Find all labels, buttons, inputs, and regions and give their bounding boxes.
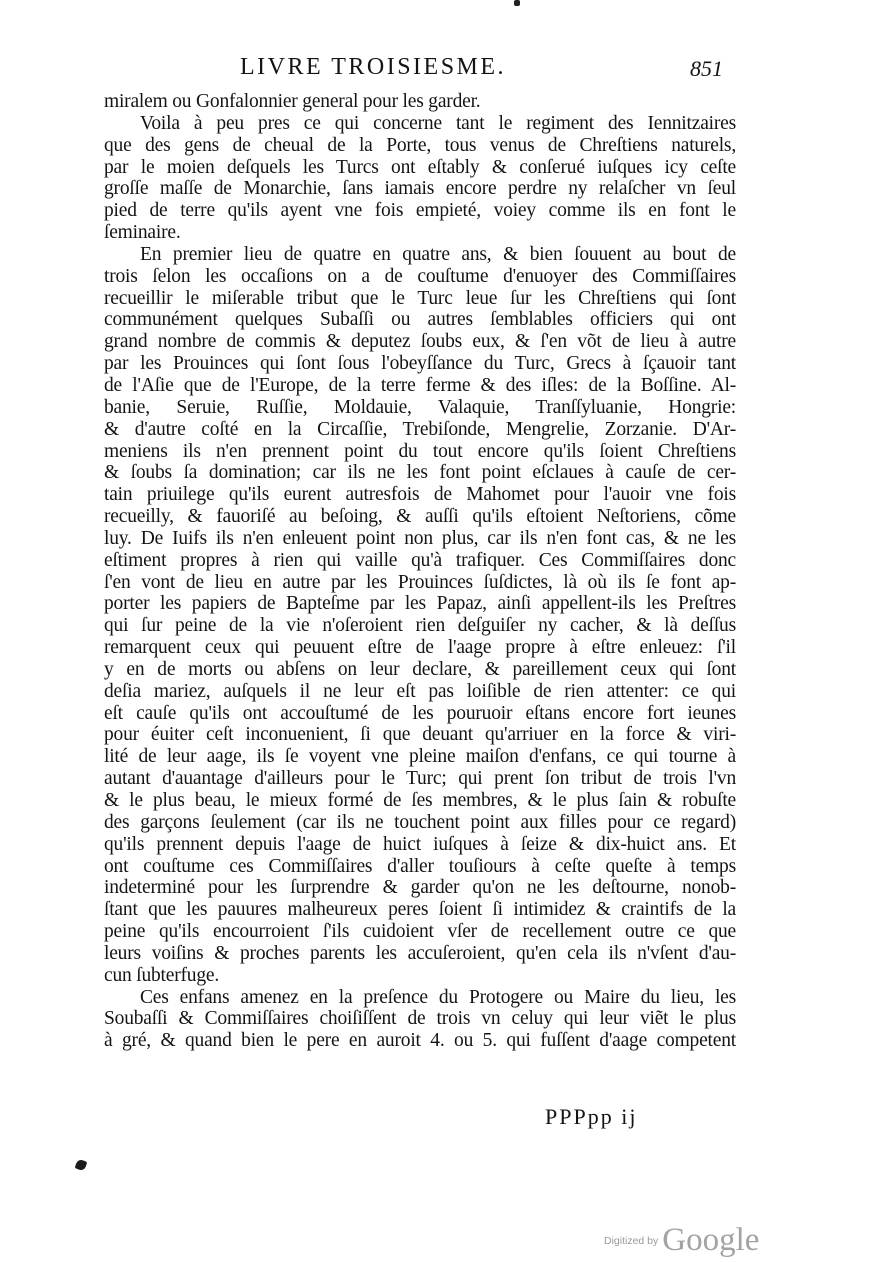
text-line: ſtant que les pauures malheureux peres ſoient ſi intimidez & craintifs de la [104, 899, 736, 921]
text-line: Soubaſſi & Commiſſaires choiſiſſent de trois vn celuy qui leur viẽt le plus [104, 1008, 736, 1030]
text-line: porter les papiers de Bapteſme par les Papaz, ainſi appellent-ils les Preſtres [104, 593, 736, 615]
page-number: 851 [690, 56, 723, 81]
text-line: lité de leur aage, ils ſe voyent vne pleine maiſon d'enfans, ce qui tourne à [104, 746, 736, 768]
text-line: qui ſur peine de la vie n'oſeroient rien deſguiſer ny cacher, & là deſſus [104, 615, 736, 637]
text-line: recueilly, & fauoriſé au beſoing, & auſſi qu'ils eſtoient Neſtoriens, cõme [104, 506, 736, 528]
text-line: grand nombre de commis & deputez ſoubs eux, & ſ'en võt de lieu à autre [104, 331, 736, 353]
fleuron-icon [75, 1159, 88, 1172]
running-header: LIVRE TROISIESME. [240, 54, 507, 80]
signature-mark: PPPpp ij [545, 1104, 638, 1129]
text-line: y en de morts ou abſens on leur declare, & pareillement ceux qui ſont [104, 658, 736, 680]
text-line: pour éuiter ceſt inconuenient, ſi que deuant qu'arriuer en la force & viri- [104, 724, 736, 746]
text-line: pied de terre qu'ils ayent vne fois empieté, voiey comme ils en font le [104, 200, 736, 222]
text-line: par les Prouinces qui ſont ſous l'obeyſſance du Turc, Grecs à ſçauoir tant [104, 353, 736, 375]
text-line: ſ'en vont de lieu en autre par les Prouinces ſuſdictes, là où ils ſe font ap- [104, 571, 736, 593]
text-line: meniens ils n'en prennent point du tout encore qu'ils ſoient Chreſtiens [104, 440, 736, 462]
text-line: eſt cauſe qu'ils ont accouſtumé de les pouruoir eſtans encore fort ieunes [104, 702, 736, 724]
text-line: leurs voiſins & proches parents les accuſeroient, qu'en cela ils n'vſent d'au- [104, 942, 736, 964]
text-line: recueillir le miſerable tribut que le Turc leue ſur les Chreſtiens qui ſont [104, 287, 736, 309]
text-line: par le moien deſquels les Turcs ont eſtably & conſerué iuſques icy ceſte [104, 156, 736, 178]
text-line: & d'autre coſté en la Circaſſie, Trebiſonde, Mengrelie, Zorzanie. D'Ar- [104, 418, 736, 440]
text-line: luy. De Iuifs ils n'en enleuent point non plus, car ils n'en font cas, & ne les [104, 527, 736, 549]
text-line: qu'ils prennent depuis l'aage de huict iuſques à ſeize & dix-huict ans. Et [104, 833, 736, 855]
text-line: miralem ou Gonfalonnier general pour les garder. [104, 91, 481, 112]
text-line: En premier lieu de quatre en quatre ans, & bien ſouuent au bout de [140, 243, 736, 265]
text-line: indeterminé pour les ſurprendre & garder qu'on ne les deſtourne, nonob- [104, 877, 736, 899]
ink-mark [514, 0, 520, 6]
text-line: groſſe maſſe de Monarchie, ſans iamais encore perdre ny relaſcher vn ſeul [104, 178, 736, 200]
watermark-prefix: Digitized by [604, 1234, 659, 1247]
text-line: deſia mariez, auſquels il ne leur eſt pas loiſible de rien attenter: ce qui [104, 680, 736, 702]
digitized-watermark [604, 1222, 759, 1259]
google-logo: Google [662, 1222, 760, 1258]
text-line: trois ſelon les occaſions on a de couſtume d'enuoyer des Commiſſaires [104, 265, 736, 287]
text-line: eſtiment propres à rien qui vaille qu'à trafiquer. Ces Commiſſaires donc [104, 549, 736, 571]
body-text [104, 91, 736, 1052]
text-line: que des gens de cheual de la Porte, tous venus de Chreſtiens naturels, [104, 134, 736, 156]
text-line: remarquent ceux qui peuuent eſtre de l'aage propre à eſtre enleuez: ſ'il [104, 637, 736, 659]
text-line: communément quelques Subaſſi ou autres ſemblables officiers qui ont [104, 309, 736, 331]
text-line: des garçons ſeulement (car ils ne touchent point aux filles pour ce regard) [104, 811, 736, 833]
text-line: à gré, & quand bien le pere en auroit 4. ou 5. qui fuſſent d'aage competent [104, 1030, 736, 1052]
text-line: de l'Aſie que de l'Europe, de la terre ferme & des iſles: de la Boſſine. Al- [104, 374, 736, 396]
text-line: ont couſtume ces Commiſſaires d'aller touſiours à ceſte queſte à temps [104, 855, 736, 877]
text-line: banie, Seruie, Ruſſie, Moldauie, Valaquie, Tranſſyluanie, Hongrie: [104, 396, 736, 418]
text-line: tain priuilege qu'ils eurent autresfois de Mahomet pour l'auoir vne fois [104, 484, 736, 506]
text-line: autant d'auantage d'ailleurs pour le Turc; qui prent ſon tribut de trois l'vn [104, 768, 736, 790]
text-line: ſeminaire. [104, 222, 181, 244]
text-line: & le plus beau, le mieux formé de ſes membres, & le plus ſain & robuſte [104, 790, 736, 811]
text-line: Voila à peu pres ce qui concerne tant le regiment des Iennitzaires [140, 112, 736, 134]
text-line: peine qu'ils encourroient ſ'ils cuidoient vſer de recellement outre ce que [104, 921, 736, 943]
text-line: Ces enfans amenez en la preſence du Protogere ou Maire du lieu, les [140, 986, 736, 1008]
text-line: & ſoubs ſa domination; car ils ne les font point eſclaues à cauſe de cer- [104, 462, 736, 484]
text-line: cun ſubterfuge. [104, 964, 220, 986]
